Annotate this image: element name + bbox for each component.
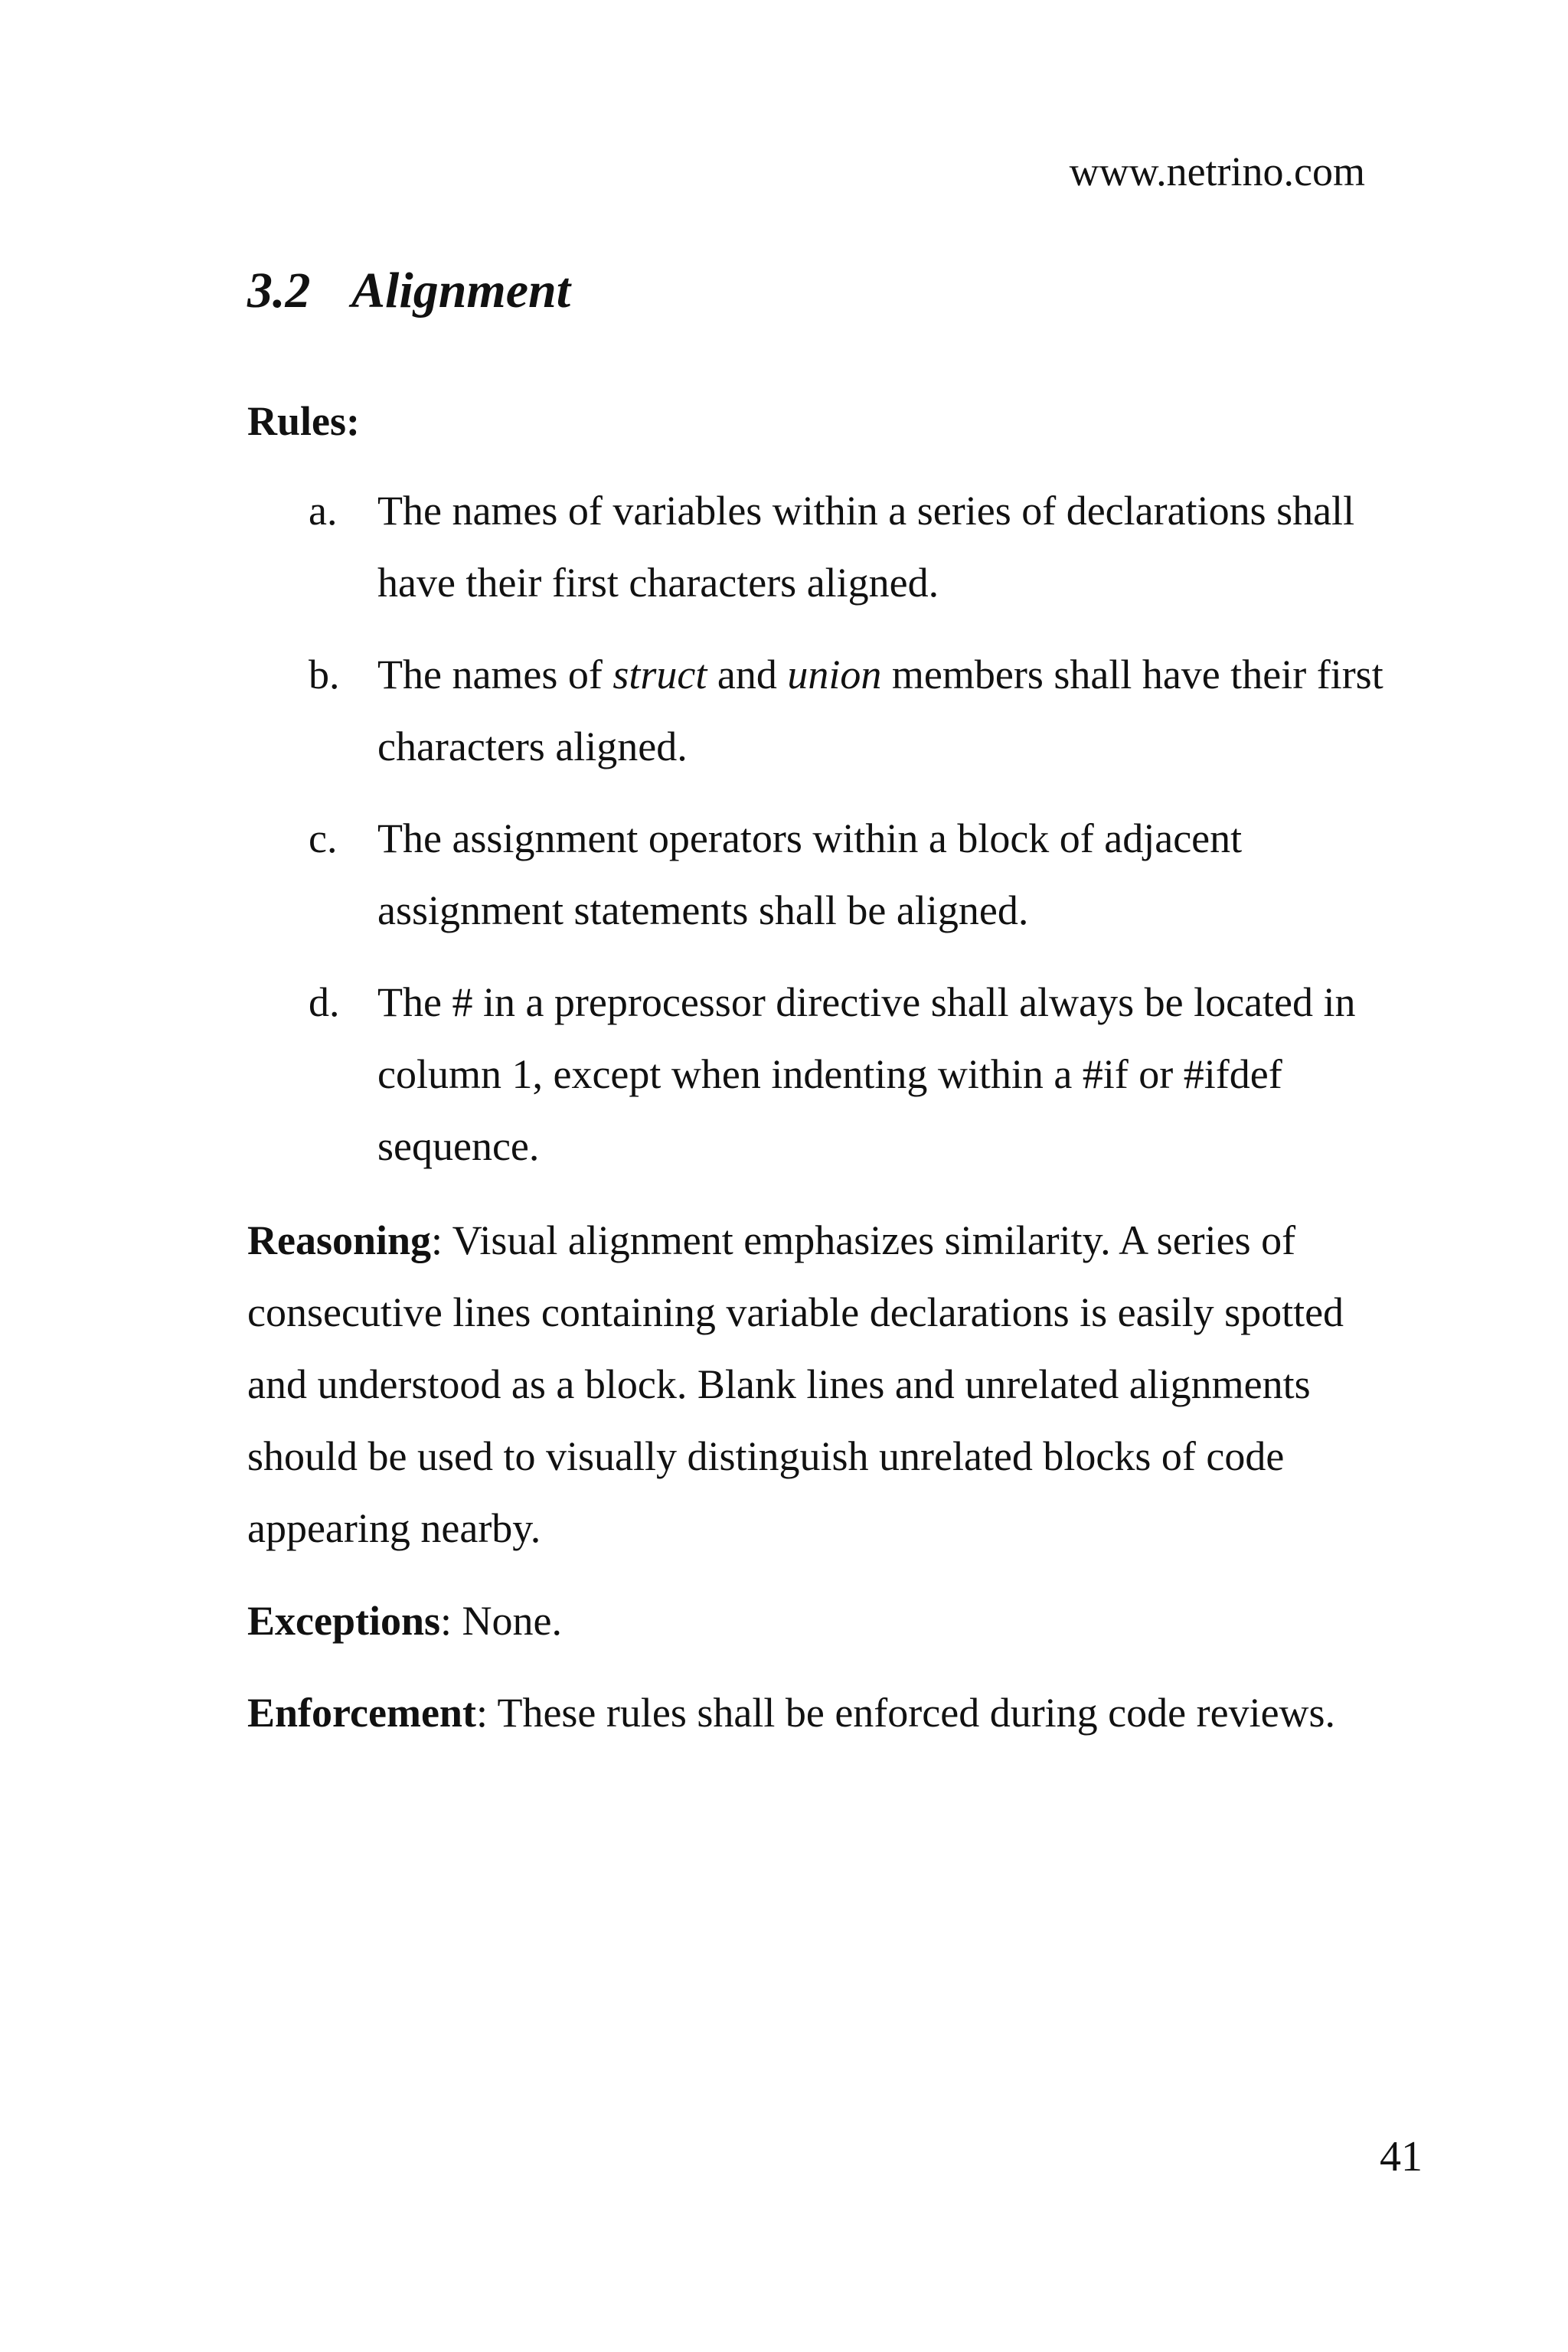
rule-text-mid: and — [707, 652, 788, 697]
rule-emphasis-union: union — [787, 652, 882, 697]
header-url: www.netrino.com — [1069, 149, 1365, 194]
section-heading — [247, 260, 570, 322]
rule-text-before: The names of — [377, 652, 613, 697]
rule-marker: b. — [309, 652, 340, 697]
enforcement-label: Enforcement — [247, 1690, 476, 1736]
enforcement-paragraph — [247, 1677, 1403, 1749]
section-title: Alignment — [351, 263, 571, 318]
reasoning-text: : Visual alignment emphasizes similarity. A series of consecutive lines containing variable declarations is easily spotted and understood as a block. Blank lines and unrelated alignments should be used to visually distinguish unrelated blocks of code appearing nearby. — [247, 1217, 1344, 1551]
rule-text-after: members shall have their first characters aligned. — [377, 652, 1383, 769]
enforcement-text: : These rules shall be enforced during code reviews. — [475, 1690, 1336, 1736]
exceptions-label: Exceptions — [247, 1598, 441, 1644]
exceptions-paragraph — [247, 1585, 1403, 1657]
page-number: 41 — [1380, 2133, 1423, 2180]
rule-text: The names of variables within a series of declarations shall have their first characters aligned. — [377, 488, 1355, 606]
rules-label: Rules: — [247, 398, 360, 444]
rule-emphasis-struct: struct — [612, 652, 707, 697]
rule-item-b — [247, 639, 1411, 782]
rule-marker: c. — [309, 815, 338, 861]
exceptions-text: : None. — [440, 1598, 562, 1644]
rule-text: The # in a preprocessor directive shall always be located in column 1, except when indenting within a #if or #ifdef sequence. — [377, 979, 1356, 1169]
rules-list — [247, 475, 1411, 1202]
rule-item-c — [247, 802, 1411, 946]
rule-marker: a. — [309, 488, 338, 534]
reasoning-label: Reasoning — [247, 1217, 432, 1263]
reasoning-paragraph — [247, 1204, 1403, 1564]
section-number: 3.2 — [247, 263, 311, 318]
rule-marker: d. — [309, 979, 340, 1025]
rule-item-a — [247, 475, 1411, 619]
rule-item-d — [247, 966, 1411, 1182]
rule-text: The assignment operators within a block of adjacent assignment statements shall be aligned. — [377, 815, 1243, 933]
